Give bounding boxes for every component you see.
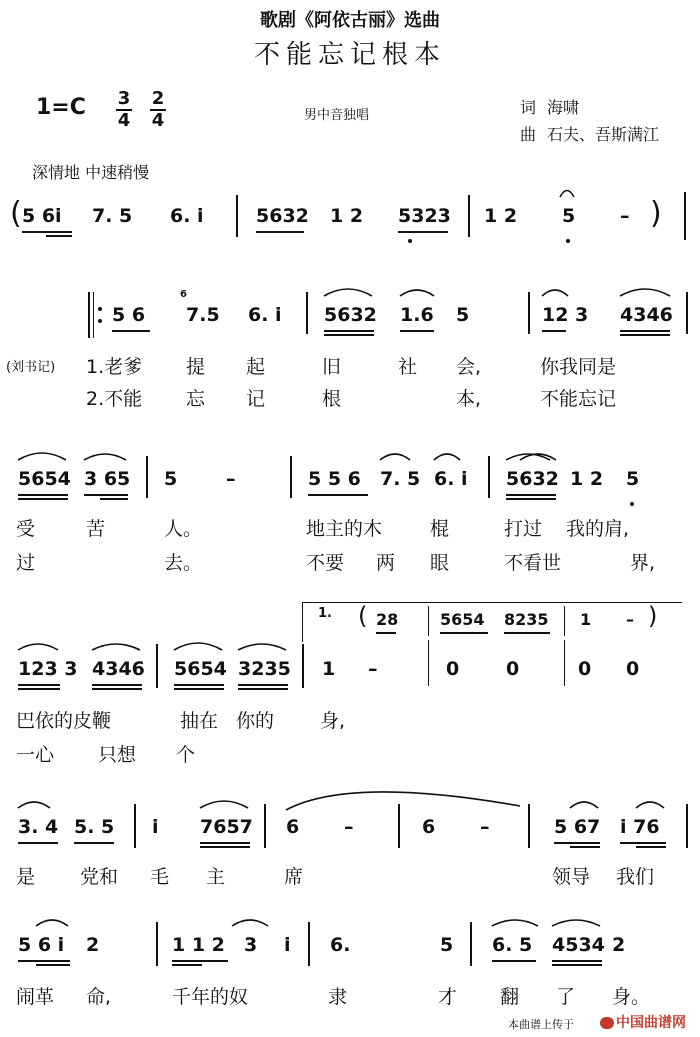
barline — [468, 195, 470, 237]
slur — [18, 802, 50, 808]
repeat-bar-thin — [93, 292, 94, 338]
note: 5 — [164, 468, 178, 490]
note-group: 6. 5 — [492, 934, 533, 956]
beam — [18, 684, 60, 686]
lyric: 会, — [456, 356, 482, 378]
slur — [552, 920, 600, 926]
note-group: 3 65 — [84, 468, 131, 490]
dash: – — [480, 816, 490, 838]
lyric: 不要 — [306, 552, 345, 574]
lyric: 你我同是 — [540, 356, 617, 378]
lyric: 受 — [16, 518, 36, 540]
beam — [174, 688, 224, 690]
slur — [36, 920, 68, 926]
lyric: 界, — [630, 552, 656, 574]
barline — [488, 456, 490, 498]
lyric: 打过 — [504, 518, 543, 540]
beam — [18, 688, 60, 690]
tempo-marking: 深情地 中速稍慢 — [32, 163, 150, 182]
note-group: 5654 — [174, 658, 227, 680]
rest: 0 — [578, 658, 592, 680]
beam — [506, 494, 556, 496]
beam — [552, 960, 602, 962]
note: 6 — [286, 816, 300, 838]
slur — [92, 644, 140, 650]
lyric: 才 — [438, 986, 458, 1008]
note-group: 12 3 — [542, 304, 589, 326]
lyric: 闹革 — [16, 986, 55, 1008]
upload-note: 本曲谱上传于 — [508, 1018, 574, 1031]
barline — [428, 606, 429, 636]
barline — [528, 292, 530, 334]
lyricist-label: 词 — [520, 98, 537, 117]
note-group: 7657 — [200, 816, 253, 838]
barline — [146, 456, 148, 498]
note: 2 — [86, 934, 100, 956]
beam — [620, 334, 670, 336]
lyric: 翻 — [500, 986, 520, 1008]
note: 6 — [422, 816, 436, 838]
lyric: 过 — [16, 552, 36, 574]
beam — [542, 330, 566, 332]
slur — [400, 290, 434, 296]
note-group: 3235 — [238, 658, 291, 680]
beam — [238, 684, 288, 686]
lyric: 领导 — [552, 866, 591, 888]
tie — [286, 792, 520, 810]
note-group: 1 1 2 — [172, 934, 225, 956]
beam — [174, 684, 224, 686]
beam — [92, 684, 142, 686]
lyric: 1.老爹 — [86, 356, 143, 378]
beam — [22, 231, 72, 233]
note-group: 1 2 — [570, 468, 604, 490]
slur — [238, 644, 286, 650]
rest: 0 — [506, 658, 520, 680]
volta-line — [302, 602, 303, 642]
repeat-dot — [98, 307, 102, 311]
note: 6. — [330, 934, 351, 956]
beam — [200, 842, 250, 844]
note-group: 5632 — [324, 304, 377, 326]
dash: – — [368, 658, 378, 680]
beam — [504, 632, 550, 634]
barline — [398, 804, 400, 848]
beam — [36, 964, 70, 966]
lyric: 席 — [284, 866, 304, 888]
note-group: 7. 5 — [92, 205, 133, 227]
site-logo: 中国曲谱网 — [600, 1012, 686, 1032]
lyric: 不看世 — [504, 552, 562, 574]
note: i — [284, 934, 291, 956]
beam — [308, 494, 368, 496]
lyric: 只想 — [98, 744, 137, 766]
note: 1 — [322, 658, 336, 680]
lyric: 2.不能 — [86, 388, 143, 410]
note-group: 5 5 6 — [308, 468, 361, 490]
lyric: 主 — [206, 866, 226, 888]
beam — [492, 960, 536, 962]
grace-note: 6 — [180, 289, 187, 300]
lyric: 去。 — [164, 552, 203, 574]
note-group: 123 3 — [18, 658, 78, 680]
slur — [18, 644, 58, 650]
repeat-bar — [88, 292, 90, 338]
note-group: 6. i — [248, 304, 282, 326]
open-paren: ( — [358, 602, 368, 630]
barline — [156, 922, 158, 966]
beam — [84, 494, 128, 496]
low-dot — [408, 239, 412, 243]
lyric: 党和 — [80, 866, 119, 888]
note: 1 — [580, 610, 592, 629]
lyricist: 海啸 — [547, 98, 580, 117]
slur — [232, 920, 268, 926]
dash: – — [620, 205, 630, 227]
note-group: 7.5 — [186, 304, 220, 326]
beam — [440, 632, 488, 634]
lyric: 隶 — [328, 986, 348, 1008]
lyric: 社 — [398, 356, 418, 378]
lyric: 提 — [186, 356, 206, 378]
barline — [290, 456, 292, 498]
lyric: 起 — [246, 356, 266, 378]
barline — [470, 922, 472, 966]
lyric: 本, — [456, 388, 482, 410]
note-group: 5 67 — [554, 816, 601, 838]
lyric: 千年的奴 — [172, 986, 249, 1008]
time-signature-2-4: 2 4 — [151, 88, 165, 131]
slur — [200, 801, 248, 808]
key-signature: 1=C — [36, 95, 86, 120]
rest: 0 — [626, 658, 640, 680]
beam — [112, 330, 150, 332]
beam — [324, 334, 374, 336]
barline — [684, 192, 686, 240]
note-group: 6. i — [170, 205, 204, 227]
barline — [686, 292, 688, 334]
song-title: 不能忘记根本 — [253, 40, 446, 70]
lyric: 身。 — [612, 986, 651, 1008]
slur — [434, 454, 460, 460]
beam — [18, 960, 70, 962]
composer-label: 曲 — [520, 125, 537, 144]
lyric: 个 — [176, 744, 196, 766]
open-paren: ( — [10, 196, 22, 231]
beam — [74, 842, 114, 844]
note-group: 28 — [376, 610, 399, 629]
note-group: 5632 — [256, 205, 309, 227]
note-group: 5. 5 — [74, 816, 115, 838]
note-group: 4346 — [92, 658, 145, 680]
close-paren: ) — [650, 196, 662, 231]
slur — [570, 802, 598, 808]
lyric: 不能忘记 — [540, 388, 617, 410]
lyric: 苦 — [86, 518, 106, 540]
beam — [324, 330, 374, 332]
lyric: 我们 — [616, 866, 655, 888]
note-group: 1 2 — [484, 205, 518, 227]
note-group: 6. i — [434, 468, 468, 490]
note-group: 5 6 — [112, 304, 146, 326]
low-dot — [630, 502, 634, 506]
barline — [306, 292, 308, 334]
lyric: 人。 — [164, 518, 203, 540]
beam — [18, 842, 58, 844]
note-group: 4534 — [552, 934, 605, 956]
beam — [636, 846, 666, 848]
barline — [428, 640, 429, 686]
close-paren: ) — [648, 602, 658, 630]
lyric: 忘 — [186, 388, 206, 410]
rest: 0 — [446, 658, 460, 680]
lyric: 记 — [246, 388, 266, 410]
lyric: 两 — [376, 552, 396, 574]
slur — [520, 454, 556, 460]
beam — [570, 846, 600, 848]
time-signature-3-4: 3 4 — [117, 88, 131, 131]
barline — [134, 804, 136, 848]
note-group: 5632 — [506, 468, 559, 490]
beam — [46, 235, 72, 237]
beam — [400, 330, 434, 332]
low-dot — [566, 239, 570, 243]
lyric: 一心 — [16, 744, 55, 766]
beam — [620, 330, 670, 332]
barline — [564, 606, 565, 636]
beam — [554, 842, 600, 844]
beam — [18, 498, 68, 500]
beam — [172, 964, 202, 966]
beam — [376, 632, 396, 634]
note-group: 5 6i — [22, 205, 62, 227]
note-group: 5323 — [398, 205, 451, 227]
slur — [18, 453, 66, 460]
slur — [324, 289, 372, 296]
lyric: 命, — [86, 986, 112, 1008]
barline — [302, 644, 304, 688]
dash: – — [226, 468, 236, 490]
lyric: 旧 — [322, 356, 342, 378]
note: 2 — [612, 934, 626, 956]
note-group: 5 6 i — [18, 934, 65, 956]
lyric: 棍 — [430, 518, 450, 540]
lyric: 毛 — [150, 866, 170, 888]
fermata — [560, 191, 574, 198]
beam — [172, 960, 228, 962]
note: 5 — [562, 205, 576, 227]
barline — [308, 922, 310, 966]
lyric: 你的 — [236, 710, 275, 732]
beam — [506, 498, 556, 500]
beam — [398, 231, 448, 233]
note: 5 — [456, 304, 470, 326]
note-group: 1.6 — [400, 304, 434, 326]
lyric: 身, — [320, 710, 346, 732]
slur — [492, 920, 538, 926]
note: 5 — [626, 468, 640, 490]
note-group: 3. 4 — [18, 816, 59, 838]
slur — [174, 643, 222, 650]
barline — [528, 804, 530, 848]
composer: 石夫、吾斯满江 — [547, 125, 660, 144]
slur — [380, 454, 410, 460]
note: 3 — [244, 934, 258, 956]
subtitle: 歌剧《阿依古丽》选曲 — [260, 10, 440, 31]
logo-icon — [600, 1017, 614, 1029]
note-group: 5654 — [18, 468, 71, 490]
beam — [92, 688, 142, 690]
barline — [156, 644, 158, 688]
dash: – — [626, 610, 634, 629]
beam — [620, 842, 666, 844]
lyric: 抽在 — [180, 710, 219, 732]
beam — [18, 494, 68, 496]
barline — [236, 195, 238, 237]
slur — [620, 289, 670, 296]
beam — [552, 964, 602, 966]
note-group: 1 2 — [330, 205, 364, 227]
beam — [100, 498, 128, 500]
lyric: 巴依的皮鞭 — [16, 710, 112, 732]
lyric: 根 — [322, 388, 342, 410]
lyric: 我的肩, — [566, 518, 630, 540]
note: i — [152, 816, 159, 838]
singer-label: (刘书记) — [6, 360, 56, 375]
lyric: 是 — [16, 866, 36, 888]
slur — [506, 454, 550, 460]
beam — [200, 846, 250, 848]
slur — [84, 454, 126, 460]
beam — [238, 688, 288, 690]
slur — [636, 802, 664, 808]
note-group: 5654 — [440, 610, 485, 629]
lyric: 了 — [556, 986, 576, 1008]
note-group: i 76 — [620, 816, 660, 838]
note-group: 4346 — [620, 304, 673, 326]
note-group: 7. 5 — [380, 468, 421, 490]
lyric: 地主的木 — [306, 518, 383, 540]
beam — [256, 231, 304, 233]
slur — [542, 290, 568, 296]
voice-type: 男中音独唱 — [304, 108, 370, 123]
barline — [264, 804, 266, 848]
repeat-dot — [98, 319, 102, 323]
volta-number: 1. — [318, 606, 332, 621]
barline — [564, 640, 565, 686]
dash: – — [344, 816, 354, 838]
note: 5 — [440, 934, 454, 956]
note-group: 8235 — [504, 610, 549, 629]
barline — [686, 804, 688, 848]
lyric: 眼 — [430, 552, 450, 574]
